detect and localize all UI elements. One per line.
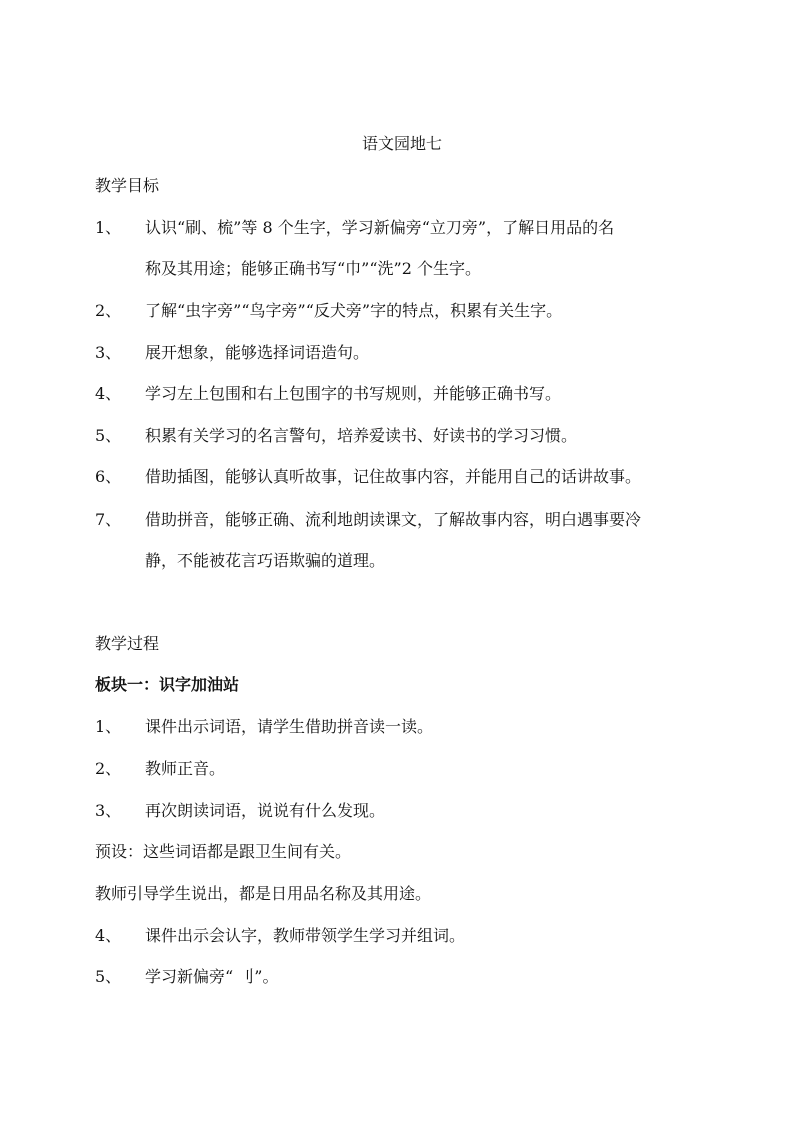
process-step-1 xyxy=(95,716,735,738)
objective-item-3 xyxy=(95,342,735,364)
objective-text-line: 展开想象，能够选择词语造句。 xyxy=(145,343,370,362)
objective-text-line: 称及其用途；能够正确书写“巾”“洗”2 个生字。 xyxy=(145,259,481,278)
objective-item-6 xyxy=(95,466,735,488)
objective-item-5 xyxy=(95,425,735,447)
page-title: 语文园地七 xyxy=(361,134,442,153)
process-step-3 xyxy=(95,800,735,822)
step-number: 5、 xyxy=(95,967,122,986)
block-subheading: 板块一：识字加油站 xyxy=(95,675,240,694)
objective-text-line: 借助拼音，能够正确、流利地朗读课文，了解故事内容，明白遇事要冷 xyxy=(145,510,642,529)
process-step-5 xyxy=(95,966,735,988)
step-text: 教师正音。 xyxy=(145,759,226,778)
objective-text-line: 学习左上包围和右上包围字的书写规则，并能够正确书写。 xyxy=(145,384,562,403)
section-heading-process: 教学过程 xyxy=(95,634,160,653)
objective-number: 4、 xyxy=(95,384,122,403)
objective-text-line: 静，不能被花言巧语欺骗的道理。 xyxy=(145,551,386,570)
objective-number: 1、 xyxy=(95,218,122,237)
objective-text-line: 认识“刷、梳”等 8 个生字，学习新偏旁“立刀旁”，了解日用品的名 xyxy=(145,218,615,237)
objective-number: 5、 xyxy=(95,426,122,445)
objective-text-line: 了解“虫字旁”“鸟字旁”“反犬旁”字的特点，积累有关生字。 xyxy=(145,301,563,320)
objective-number: 7、 xyxy=(95,510,122,529)
objective-item-1 xyxy=(95,217,735,280)
objective-number: 2、 xyxy=(95,301,122,320)
step-number: 3、 xyxy=(95,801,122,820)
process-step-2 xyxy=(95,758,735,780)
step-number: 2、 xyxy=(95,759,122,778)
step-text: 课件出示词语，请学生借助拼音读一读。 xyxy=(145,717,434,736)
step-text: 学习新偏旁“ 刂”。 xyxy=(145,967,279,986)
process-step-4 xyxy=(95,925,735,947)
objective-number: 3、 xyxy=(95,343,122,362)
step-text: 课件出示会认字，教师带领学生学习并组词。 xyxy=(145,926,466,945)
objective-item-4 xyxy=(95,383,735,405)
step-number: 4、 xyxy=(95,926,122,945)
objective-number: 6、 xyxy=(95,467,122,486)
step-number: 1、 xyxy=(95,717,122,736)
objective-item-2 xyxy=(95,300,735,322)
objective-item-7 xyxy=(95,509,735,572)
objective-text-line: 借助插图，能够认真听故事，记住故事内容，并能用自己的话讲故事。 xyxy=(145,467,642,486)
teacher-guidance-paragraph: 教师引导学生说出，都是日用品名称及其用途。 xyxy=(95,884,432,903)
section-heading-objectives: 教学目标 xyxy=(95,176,160,195)
objective-text-line: 积累有关学习的名言警句，培养爱读书、好读书的学习习惯。 xyxy=(145,426,578,445)
preset-paragraph: 预设：这些词语都是跟卫生间有关。 xyxy=(95,842,352,861)
step-text: 再次朗读词语，说说有什么发现。 xyxy=(145,801,386,820)
